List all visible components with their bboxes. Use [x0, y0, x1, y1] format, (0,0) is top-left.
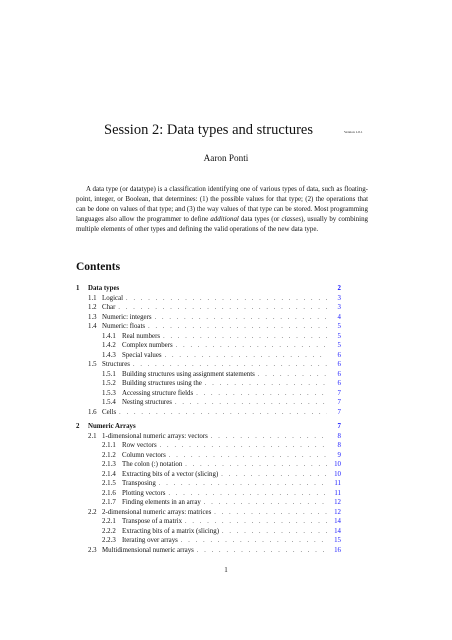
toc-leader-dots — [168, 490, 327, 499]
toc-entry[interactable] — [76, 536, 341, 546]
toc-entry-number: 1.5.3 — [102, 389, 116, 397]
version-note: Version 1.0.1 — [344, 130, 363, 134]
toc-page-link[interactable]: 5 — [337, 332, 341, 340]
toc-entry-number: 1.5 — [88, 361, 97, 368]
toc-entry-number: 1 — [76, 285, 80, 292]
toc-entry[interactable] — [76, 303, 341, 313]
toc-leader-dots — [197, 547, 327, 556]
toc-entry-number: 2.1.7 — [102, 499, 116, 506]
toc-leader-dots — [163, 333, 327, 342]
toc-page-link[interactable]: 6 — [337, 351, 341, 359]
toc-entry[interactable] — [76, 370, 341, 380]
toc-entry-title: Row vectors — [122, 442, 157, 449]
toc-entry[interactable] — [76, 313, 341, 323]
toc-entry-number: 2.1.2 — [102, 451, 116, 459]
toc-entry-number: 1.2 — [88, 304, 97, 311]
toc-entry-number: 2.1.5 — [102, 480, 116, 487]
toc-entry-title: Logical — [102, 294, 124, 302]
toc-entry-number: 2.1.3 — [102, 461, 116, 468]
toc-entry-title: Multidimensional numeric arrays — [102, 546, 194, 554]
toc-page-link[interactable]: 7 — [337, 389, 341, 397]
toc-entry[interactable] — [76, 284, 341, 294]
toc-entry-title: Special values — [122, 351, 162, 359]
toc-entry[interactable] — [76, 389, 341, 399]
toc-entry-number: 2.2.1 — [102, 518, 116, 525]
toc-entry[interactable] — [76, 498, 341, 508]
toc-leader-dots — [196, 390, 327, 399]
toc-page-link[interactable]: 14 — [334, 518, 341, 525]
toc-leader-dots — [165, 352, 327, 361]
toc-entry[interactable] — [76, 451, 341, 461]
toc-entry[interactable] — [76, 479, 341, 489]
toc-entry-number: 2 — [76, 423, 80, 430]
toc-page-link[interactable]: 5 — [337, 323, 341, 330]
toc-entry-number: 1.1 — [88, 294, 97, 302]
toc-entry[interactable] — [76, 379, 341, 389]
toc-page-link[interactable]: 8 — [337, 442, 341, 449]
toc-entry[interactable] — [76, 322, 341, 332]
toc-leader-dots — [159, 480, 327, 489]
toc-page-link[interactable]: 6 — [337, 370, 341, 378]
toc-entry-title: Real numbers — [122, 332, 161, 340]
toc-leader-dots — [185, 461, 327, 470]
toc-entry-number: 1.4 — [88, 323, 97, 330]
toc-entry-title: Numeric Arrays — [88, 423, 136, 430]
toc-leader-dots — [221, 471, 327, 480]
toc-page-link[interactable]: 2 — [337, 285, 341, 292]
toc-entry-title: Accessing structure fields — [122, 389, 194, 397]
toc-page-link[interactable]: 3 — [337, 304, 341, 311]
toc-entry-title: Transpose of a matrix — [122, 518, 183, 525]
toc-entry[interactable] — [76, 546, 341, 556]
toc-entry-title: Iterating over arrays — [122, 537, 178, 544]
toc-entry-number: 1.4.3 — [102, 351, 116, 359]
toc-entry[interactable] — [76, 360, 341, 370]
contents-heading: Contents — [76, 261, 121, 273]
toc-entry[interactable] — [76, 341, 341, 351]
toc-entry[interactable] — [76, 294, 341, 304]
toc-entry[interactable] — [76, 351, 341, 361]
toc-page-link[interactable]: 11 — [334, 480, 341, 487]
toc-entry-title: Transposing — [122, 480, 156, 487]
toc-page-link[interactable]: 6 — [337, 361, 341, 368]
toc-entry[interactable] — [76, 332, 341, 342]
toc-leader-dots — [126, 295, 327, 304]
toc-entry-title: Finding elements in an array — [122, 499, 201, 506]
toc-page-link[interactable]: 6 — [337, 380, 341, 387]
toc-entry-number: 1.3 — [88, 313, 97, 321]
toc-entry-number: 2.1.4 — [102, 470, 116, 478]
abstract-text: A data type (or datatype) is a classification identifying one of various types of data, such as floating-point, integer, or Boolean, that determines: (1) the possible values for that type; (2) the operations that can be done on values of that type; and (3) the way values of that type can be stored. Most programming languages also allow the programmer to define additional data types (or classes), usually by combining multiple elements of other types and defining the valid operations of the new data type. — [76, 185, 369, 233]
toc-page-link[interactable]: 15 — [334, 537, 341, 544]
toc-leader-dots — [160, 442, 327, 451]
toc-leader-dots — [176, 342, 327, 351]
toc-leader-dots — [169, 452, 327, 461]
toc-entry-title: Numeric: integers — [102, 313, 152, 321]
toc-entry-title: 2-dimensional numeric arrays: matrices — [102, 508, 212, 516]
toc-entry[interactable] — [76, 408, 341, 418]
toc-leader-dots — [119, 409, 327, 418]
toc-entry[interactable] — [76, 527, 341, 537]
toc-entry-number: 2.3 — [88, 546, 97, 554]
toc-entry[interactable] — [76, 517, 341, 527]
toc-entry[interactable] — [76, 432, 341, 442]
toc-entry[interactable] — [76, 422, 341, 432]
toc-entry-title: Building structures using the — [122, 380, 202, 387]
page-number: 1 — [224, 566, 228, 574]
toc-entry-title: Nesting structures — [122, 399, 172, 406]
toc-leader-dots — [133, 361, 327, 370]
toc-entry-title: Plotting vectors — [122, 489, 166, 497]
abstract — [76, 184, 368, 234]
toc-entry-number: 2.2.3 — [102, 537, 116, 544]
toc-entry-title: Extracting bits of a vector (slicing) — [122, 470, 219, 478]
toc-leader-dots — [204, 499, 327, 508]
table-of-contents — [76, 284, 341, 555]
toc-entry[interactable] — [76, 489, 341, 499]
toc-entry-number: 2.2.2 — [102, 527, 116, 535]
toc-entry[interactable] — [76, 460, 341, 470]
toc-entry-title: Extracting bits of a matrix (slicing) — [122, 527, 220, 535]
toc-leader-dots — [205, 380, 327, 389]
toc-page-link[interactable]: 3 — [337, 294, 341, 302]
toc-leader-dots — [155, 314, 327, 323]
toc-entry-title: 1-dimensional numeric arrays: vectors — [102, 432, 208, 440]
toc-page-link[interactable]: 10 — [334, 470, 341, 478]
toc-page-link[interactable]: 4 — [337, 313, 341, 321]
toc-entry-number: 2.1.6 — [102, 489, 116, 497]
toc-entry-title: Numeric: floats — [102, 323, 146, 330]
toc-entry-number: 1.5.4 — [102, 399, 116, 406]
toc-entry-number: 2.2 — [88, 508, 97, 516]
toc-leader-dots — [118, 304, 327, 313]
toc-entry-title: Cells — [102, 408, 117, 416]
toc-page-link[interactable]: 5 — [337, 342, 341, 349]
toc-leader-dots — [175, 399, 327, 408]
toc-page-link[interactable]: 10 — [334, 461, 341, 468]
toc-leader-dots — [181, 537, 327, 546]
toc-leader-dots — [222, 528, 327, 537]
toc-entry-number: 1.4.1 — [102, 332, 116, 340]
toc-entry[interactable] — [76, 470, 341, 480]
toc-leader-dots — [148, 323, 327, 332]
toc-leader-dots — [258, 371, 327, 380]
toc-entry-title: The colon (:) notation — [122, 461, 183, 468]
toc-page-link[interactable]: 11 — [334, 489, 341, 497]
toc-entry[interactable] — [76, 508, 341, 518]
toc-entry[interactable] — [76, 398, 341, 408]
toc-leader-dots — [211, 433, 327, 442]
toc-leader-dots — [185, 518, 327, 527]
toc-entry-title: Char — [102, 304, 116, 311]
toc-page-link[interactable]: 14 — [334, 527, 341, 535]
toc-page-link[interactable]: 12 — [334, 508, 341, 516]
toc-entry-number: 1.4.2 — [102, 342, 116, 349]
toc-entry-number: 2.1 — [88, 432, 97, 440]
toc-leader-dots — [214, 509, 327, 518]
toc-page-link[interactable]: 8 — [337, 432, 341, 440]
document-title: Session 2: Data types and structures — [104, 122, 314, 138]
toc-page-link[interactable]: 16 — [334, 546, 341, 554]
toc-entry-title: Building structures using assignment statements — [122, 370, 255, 378]
toc-entry-number: 1.5.2 — [102, 380, 116, 387]
toc-entry-title: Data types — [88, 285, 120, 292]
toc-page-link[interactable]: 7 — [337, 399, 341, 406]
toc-entry-number: 1.6 — [88, 408, 97, 416]
toc-entry-number: 1.5.1 — [102, 370, 116, 378]
toc-entry-title: Complex numbers — [122, 342, 173, 349]
toc-page-link[interactable]: 7 — [337, 423, 341, 430]
toc-entry-title: Column vectors — [122, 451, 166, 459]
toc-entry-number: 2.1.1 — [102, 442, 116, 449]
toc-entry[interactable] — [76, 441, 341, 451]
toc-page-link[interactable]: 7 — [337, 408, 341, 416]
toc-page-link[interactable]: 12 — [334, 499, 341, 506]
toc-page-link[interactable]: 9 — [337, 451, 341, 459]
author-name: Aaron Ponti — [203, 153, 249, 163]
toc-entry-title: Structures — [102, 361, 130, 368]
